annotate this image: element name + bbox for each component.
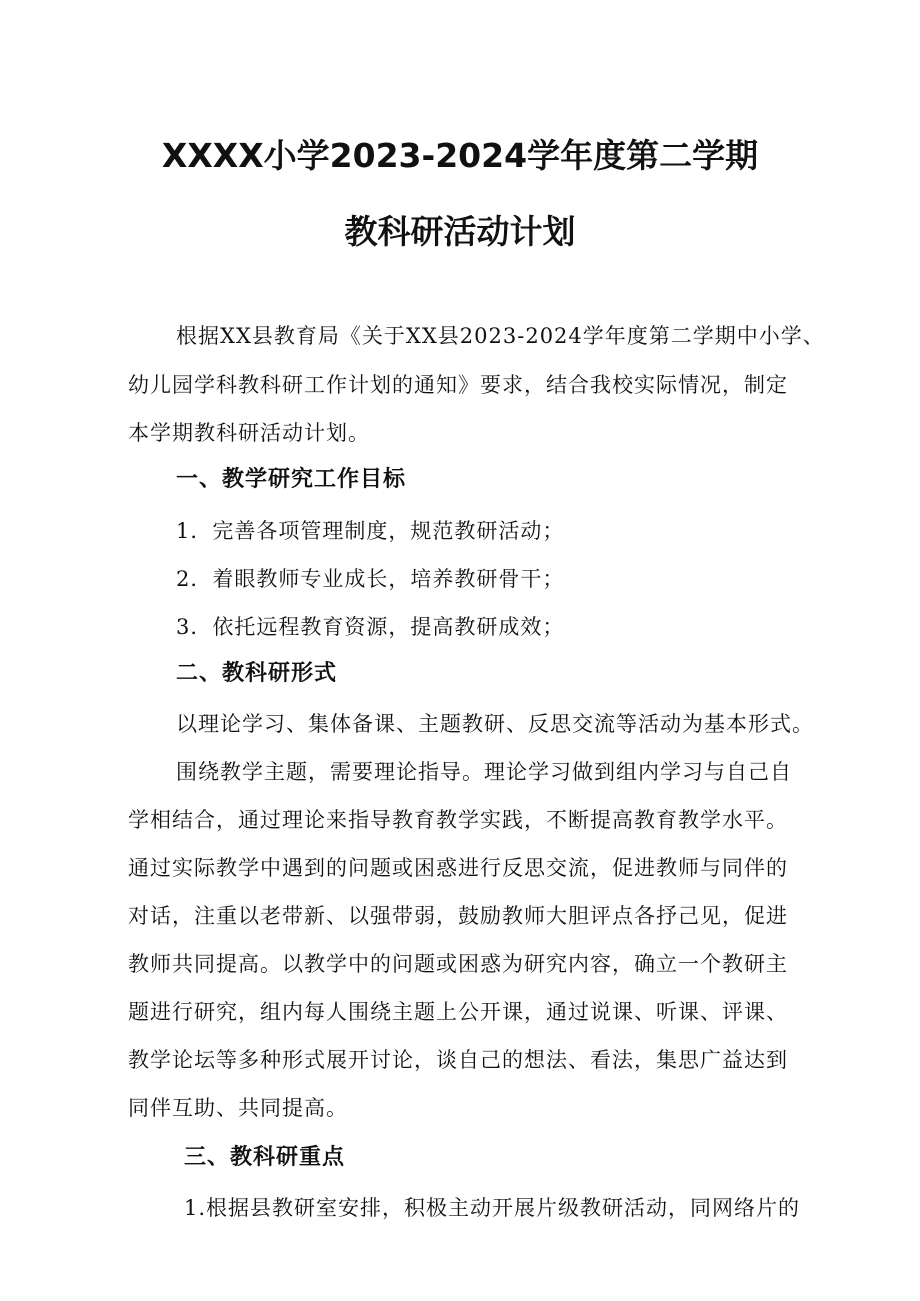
section2-para2-line-7: 教学论坛等多种形式展开讨论，谈自己的想法、看法，集思广益达到 [128, 1048, 788, 1072]
section1-item-1: 1．完善各项管理制度，规范教研活动； [176, 519, 565, 543]
document-title-line1: XXXX小学2023-2024学年度第二学期 [161, 136, 759, 175]
section2-para2-line-5: 教师共同提高。以教学中的问题或困惑为研究内容，确立一个教研主 [128, 952, 788, 976]
intro-line-1: 根据XX县教育局《关于XX县2023-2024学年度第二学期中小学、 [176, 324, 825, 348]
section2-para2-line-3: 通过实际教学中遇到的问题或困惑进行反思交流，促进教师与同伴的 [128, 856, 788, 880]
section2-heading: 二、教科研形式 [176, 661, 338, 686]
section2-para1: 以理论学习、集体备课、主题教研、反思交流等活动为基本形式。 [176, 712, 814, 736]
document-title-line2: 教科研活动计划 [344, 212, 576, 251]
section1-item-3: 3．依托远程教育资源，提高教研成效； [176, 615, 565, 639]
section2-para2-line-2: 学相结合，通过理论来指导教育教学实践，不断提高教育教学水平。 [128, 808, 788, 832]
intro-line-3: 本学期教科研活动计划。 [128, 421, 370, 445]
section3-item-1: 1.根据县教研室安排，积极主动开展片级教研活动，同网络片的 [184, 1196, 801, 1220]
section2-para2-line-6: 题进行研究，组内每人围绕主题上公开课，通过说课、听课、评课、 [128, 1000, 788, 1024]
section2-para2-line-1: 围绕教学主题，需要理论指导。理论学习做到组内学习与自己自 [176, 760, 792, 784]
section3-heading: 三、教科研重点 [184, 1145, 346, 1170]
section1-item-2: 2．着眼教师专业成长，培养教研骨干； [176, 567, 565, 591]
section2-para2-line-8: 同伴互助、共同提高。 [128, 1096, 348, 1120]
intro-line-2: 幼儿园学科教科研工作计划的通知》要求，结合我校实际情况，制定 [128, 373, 788, 397]
section2-para2-line-4: 对话，注重以老带新、以强带弱，鼓励教师大胆评点各抒己见，促进 [128, 904, 788, 928]
section1-heading: 一、教学研究工作目标 [176, 467, 407, 492]
